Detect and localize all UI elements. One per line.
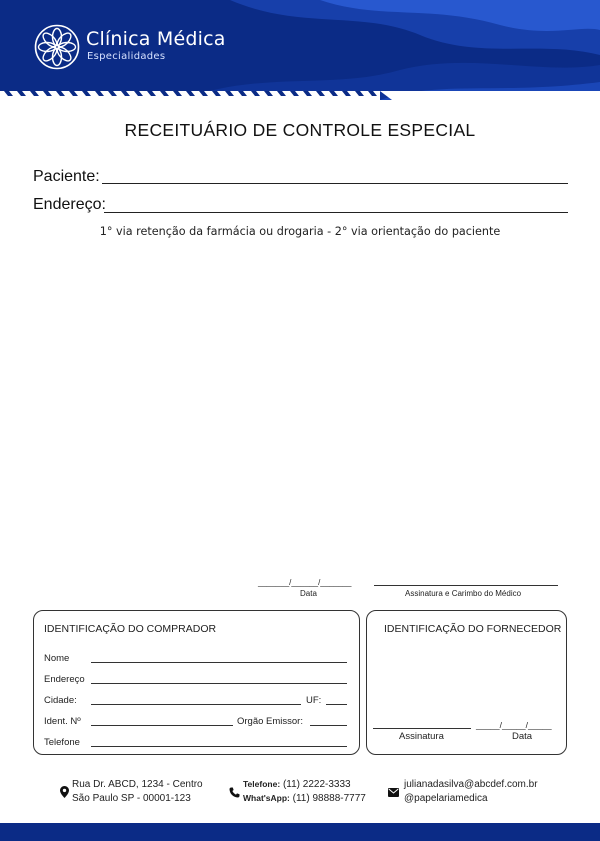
- buyer-name-line[interactable]: [91, 662, 347, 663]
- footer-whatsapp: [243, 793, 366, 804]
- buyer-city-line[interactable]: [91, 704, 301, 705]
- footer-phone: [243, 779, 351, 790]
- footer-phone-label: Telefone:: [243, 779, 281, 789]
- supplier-date-label: Data: [512, 731, 533, 742]
- footer-email[interactable]: julianadasilva@abcdef.com.br: [404, 779, 538, 790]
- flower-logo-icon: [34, 24, 80, 70]
- footer-whatsapp-value: (11) 98888-7777: [292, 793, 366, 804]
- doctor-date-placeholder[interactable]: _______/______/_______: [258, 578, 352, 587]
- buyer-issuer-line[interactable]: [310, 725, 347, 726]
- address-label: Endereço:: [33, 196, 106, 213]
- footer-bar: [0, 823, 600, 841]
- buyer-id-label: Ident. Nº: [44, 716, 81, 727]
- brand-name: Clínica Médica: [86, 28, 226, 50]
- supplier-signature-line[interactable]: [373, 728, 471, 729]
- document-title: RECEITUÁRIO DE CONTROLE ESPECIAL: [124, 120, 476, 140]
- footer-social[interactable]: @papelariamedica: [404, 793, 488, 804]
- doctor-signature-label: Assinatura e Carimbo do Médico: [405, 589, 522, 598]
- map-pin-icon: [60, 786, 69, 798]
- supplier-title: IDENTIFICAÇÃO DO FORNECEDOR: [384, 623, 562, 635]
- address-field[interactable]: [33, 196, 106, 214]
- via-note: 1° via retenção da farmácia ou drogaria - 2° via orientação do paciente: [99, 225, 501, 238]
- patient-line[interactable]: [102, 183, 568, 184]
- phone-icon: [229, 787, 240, 798]
- buyer-id-line[interactable]: [91, 725, 233, 726]
- buyer-name-label: Nome: [44, 653, 70, 664]
- header-waves: [0, 0, 600, 100]
- supplier-signature-label: Assinatura: [399, 731, 444, 742]
- buyer-issuer-label: Orgão Emissor:: [237, 716, 303, 727]
- brand-subtitle: Especialidades: [87, 51, 166, 62]
- buyer-uf-label: UF:: [306, 695, 322, 706]
- buyer-phone-line[interactable]: [91, 746, 347, 747]
- footer-address-line2: São Paulo SP - 00001-123: [72, 793, 191, 804]
- buyer-address-line[interactable]: [91, 683, 347, 684]
- doctor-date-label: Data: [300, 589, 317, 598]
- header-dash-strip: [0, 88, 600, 100]
- footer-address-line1: Rua Dr. ABCD, 1234 - Centro: [72, 779, 203, 790]
- doctor-signature-line[interactable]: [374, 585, 558, 586]
- patient-field[interactable]: [33, 168, 100, 186]
- mail-icon: [388, 788, 399, 797]
- patient-label: Paciente:: [33, 168, 100, 185]
- buyer-address-label: Endereço: [44, 674, 85, 685]
- buyer-city-label: Cidade:: [44, 695, 77, 706]
- buyer-phone-label: Telefone: [44, 737, 80, 748]
- footer-phone-value: (11) 2222-3333: [282, 779, 351, 790]
- header-banner: [0, 0, 600, 100]
- buyer-uf-line[interactable]: [326, 704, 347, 705]
- footer-whatsapp-label: What'sApp:: [243, 793, 290, 803]
- address-line[interactable]: [104, 212, 568, 213]
- supplier-date-placeholder[interactable]: _____/_____/_____: [476, 720, 552, 730]
- buyer-title: IDENTIFICAÇÃO DO COMPRADOR: [44, 623, 217, 635]
- prescription-area[interactable]: [33, 245, 568, 570]
